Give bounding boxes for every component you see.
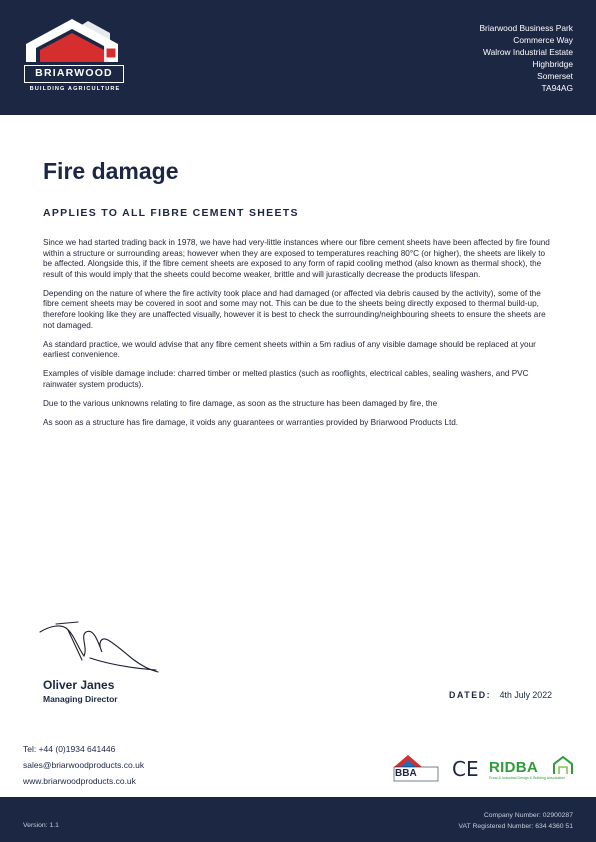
- company-number: Company Number: 02900287: [483, 812, 573, 819]
- address-line: Commerce Way: [513, 35, 573, 45]
- dated-label: DATED:: [449, 690, 492, 700]
- body-paragraph: As standard practice, we would advise that any fibre cement sheets within a 5m radius of any visible damage should be replaced at your earliest convenience.: [43, 339, 536, 360]
- page-title: Fire damage: [43, 158, 179, 184]
- signer-role: Managing Director: [43, 694, 118, 704]
- body-paragraph: Since we had started trading back in 1978, we have had very-little instances where our fibre cement sheets have been affected by fire found within a structure or surrounding areas; however when they are exposed to temperatures reaching 80°C (or higher), the sheets are likely to be affected. Alongside this, if the fibre cement sheets are exposed to any form of rapid cooling method (also known as thermal shock), the result of this would imply that the sheets could become weaker, brittle and will jurastically decrease the products lifespan.: [43, 238, 550, 279]
- contact-details: [23, 741, 144, 789]
- logo-wordmark: BRIARWOOD: [24, 65, 124, 83]
- company-registration: [459, 810, 573, 832]
- body-paragraph: Examples of visible damage include: charred timber or melted plastics (such as rooflights, electrical cables, sealing washers, and PVC rainwater system products).: [43, 369, 529, 389]
- body-paragraph: As soon as a structure has fire damage, it voids any guarantees or warranties provided by Briarwood Products Ltd.: [43, 417, 459, 427]
- bba-logo: [392, 753, 440, 783]
- handwritten-signature: [38, 618, 160, 680]
- address-line: Walrow Industrial Estate: [483, 47, 573, 57]
- document-date: 4th July 2022: [499, 690, 552, 700]
- logo-tagline: BUILDING AGRICULTURE: [29, 86, 121, 92]
- telephone: Tel: +44 (0)1934 641446: [23, 744, 116, 754]
- ridba-subtitle: Rural & Industrial Design & Building Association: [489, 776, 566, 780]
- body-paragraph: Depending on the nature of where the fire activity took place and had damaged (or affected via debris caused by the activity), some of the fibre cement sheets may be covered in soot and some may not. This can be due to the sheets being directly exposed to thermal build-up, therefore looking like they are unaffected visually, however it is best to check the surrounding/neighbouring sheets to ensure the sheets are not damaged.: [43, 288, 546, 330]
- page-subtitle: APPLIES TO ALL FIBRE CEMENT SHEETS: [43, 207, 299, 219]
- email-link[interactable]: sales@briarwoodproducts.co.uk: [23, 760, 145, 770]
- address-line: TA94AG: [541, 83, 573, 93]
- ridba-logo: [489, 755, 577, 783]
- dated-block: [449, 690, 552, 700]
- website-link[interactable]: www.briarwoodproducts.co.uk: [23, 776, 136, 786]
- address-line: Briarwood Business Park: [479, 23, 573, 33]
- company-address: [479, 22, 573, 94]
- signer-name: Oliver Janes: [43, 678, 115, 692]
- page-header: [0, 0, 596, 115]
- briarwood-logo: [22, 16, 130, 96]
- certification-logos: [392, 753, 577, 785]
- ridba-wordmark: RIDBA: [489, 759, 538, 776]
- document-body: [43, 238, 555, 437]
- body-paragraph: Due to the various unknowns relating to fire damage, as soon as the structure has been damaged by fire, the: [43, 398, 438, 408]
- bba-label: BBA: [395, 768, 417, 779]
- address-line: Somerset: [537, 71, 573, 81]
- address-line: Highbridge: [532, 59, 573, 69]
- page-footer: [0, 797, 596, 842]
- ce-mark: CE: [452, 757, 479, 781]
- logo-house-icon: [22, 16, 128, 66]
- vat-number: VAT Registered Number: 634 4360 51: [458, 823, 573, 830]
- barn-icon: [552, 755, 574, 775]
- document-version: Version: 1.1: [23, 822, 59, 829]
